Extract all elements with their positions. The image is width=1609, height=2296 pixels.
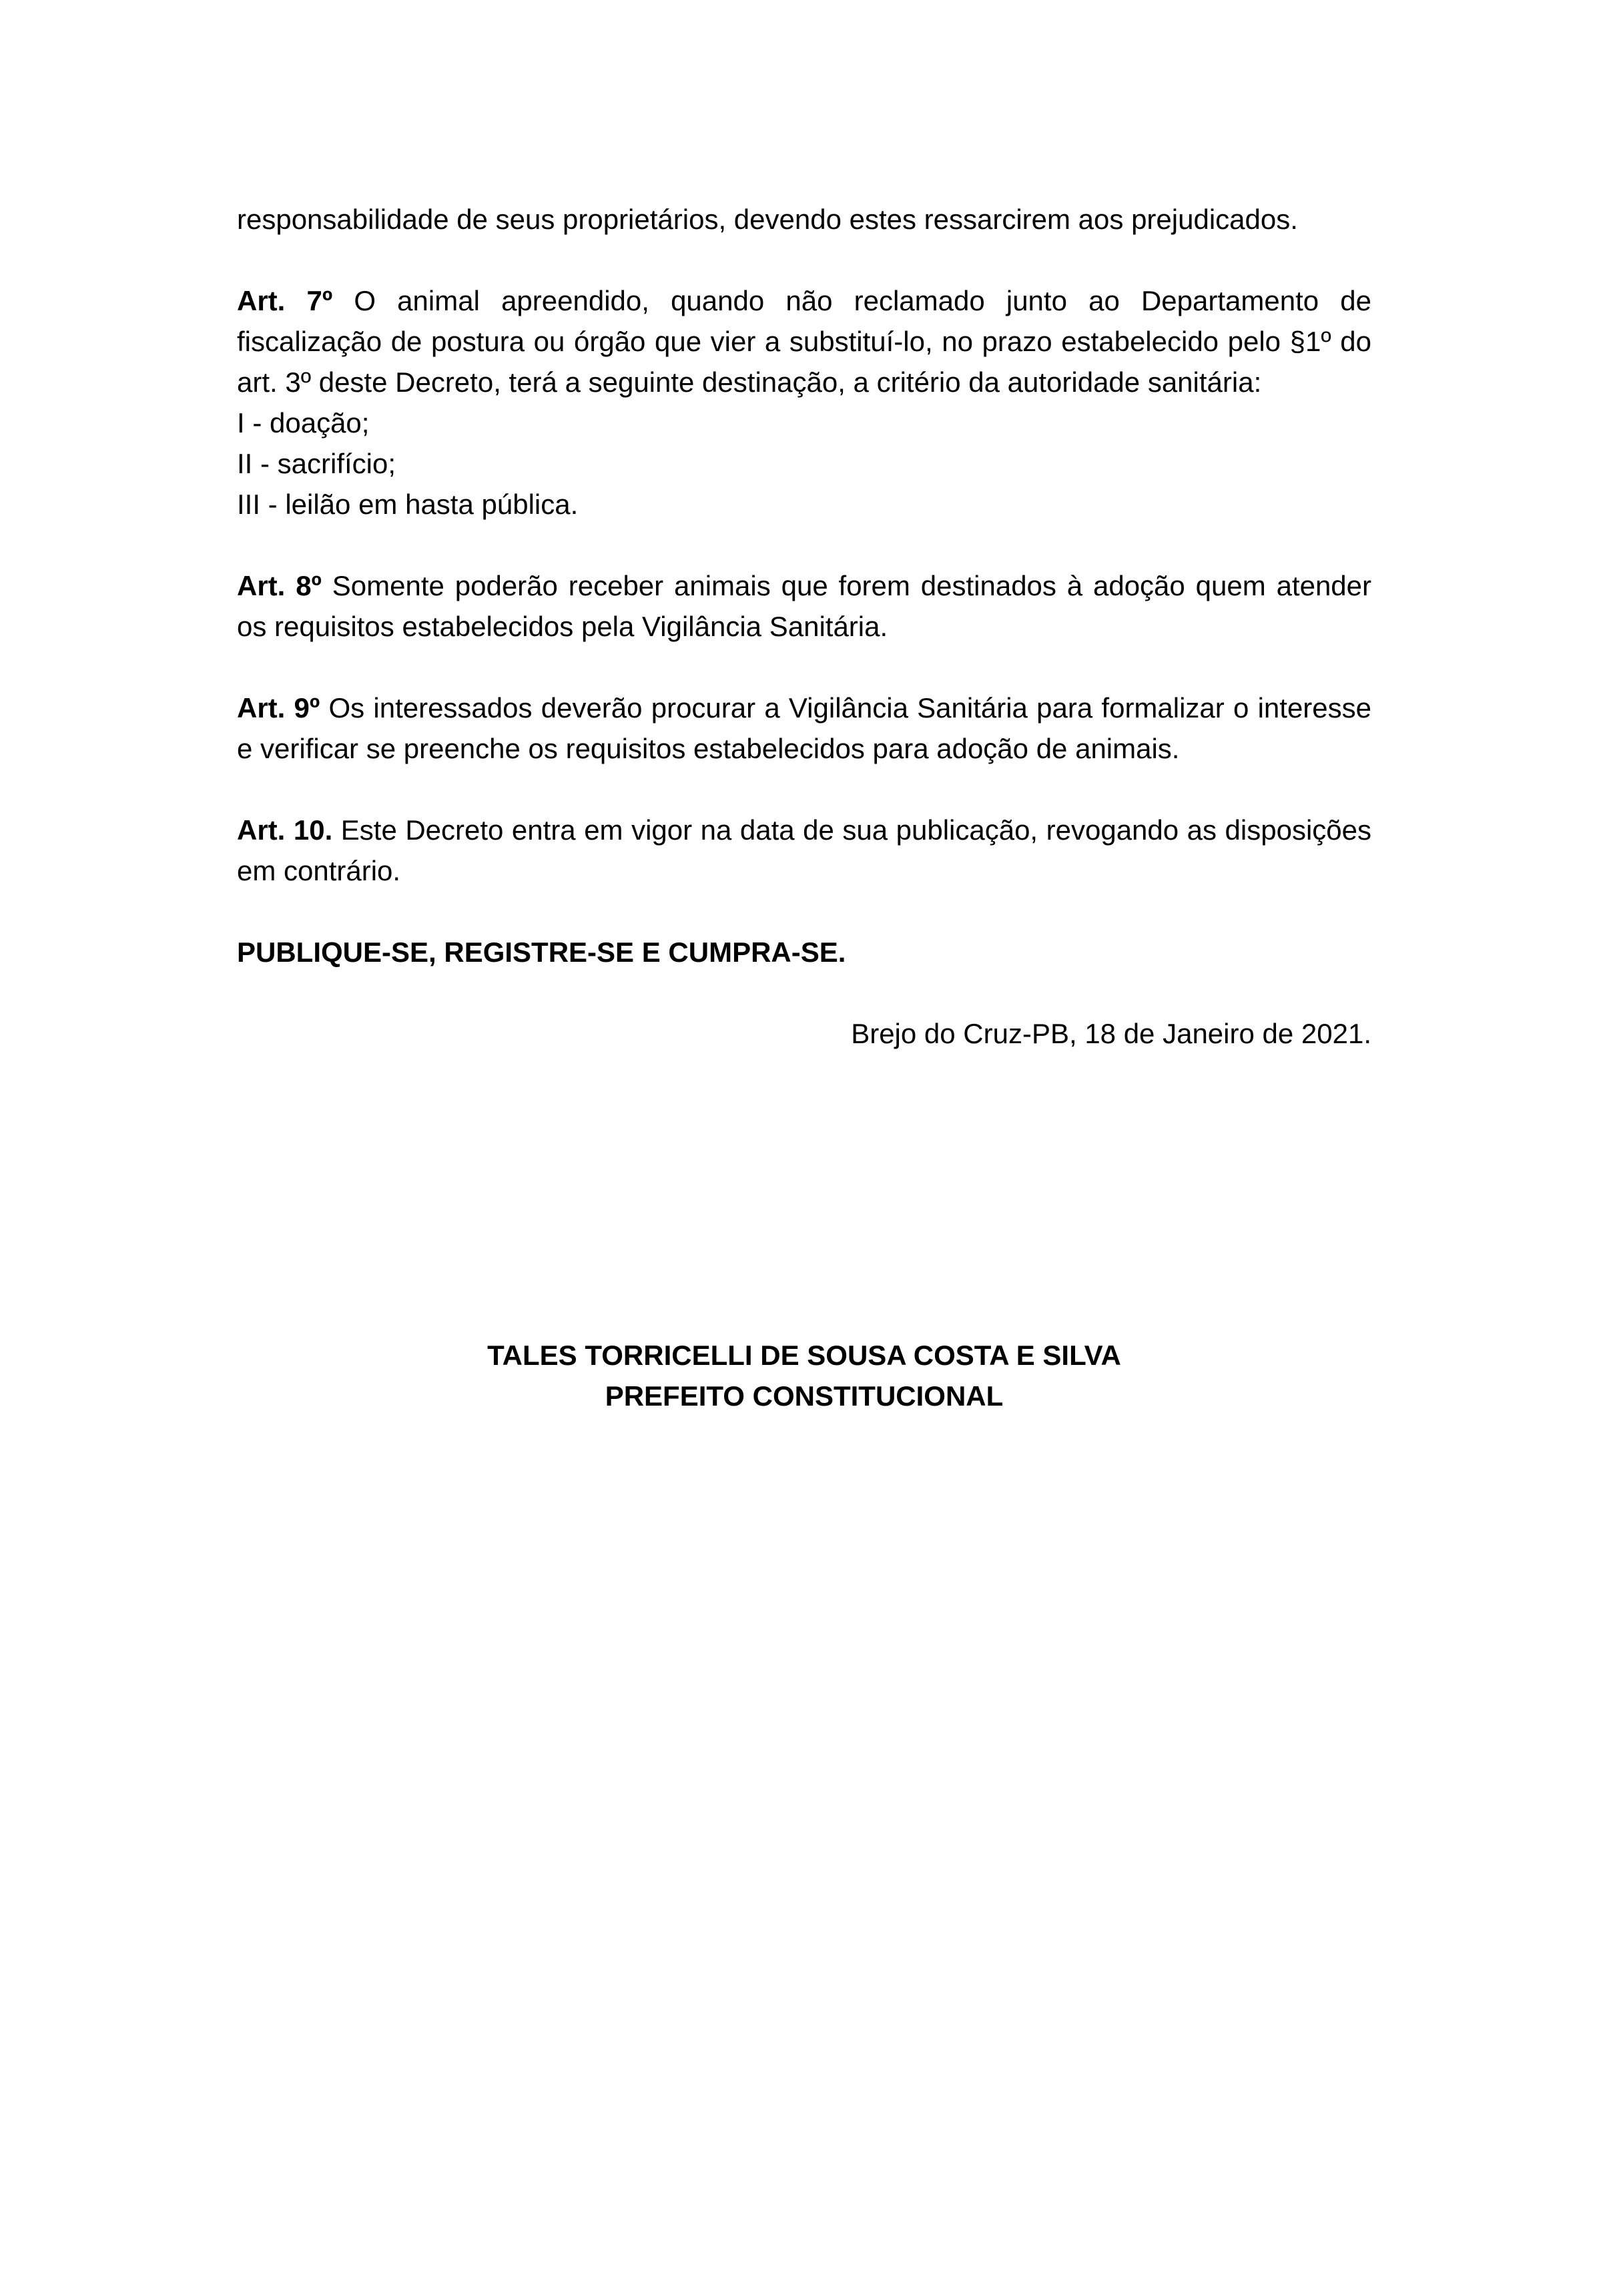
article-9-text: Os interessados deverão procurar a Vigilância Sanitária para formalizar o interesse e verificar se preenche os requisitos estabelecidos para adoção de animais.: [237, 692, 1371, 764]
signatory-name: TALES TORRICELLI DE SOUSA COSTA E SILVA: [487, 1340, 1121, 1371]
article-7: [237, 280, 1371, 525]
article-10-label: Art. 10.: [237, 814, 333, 846]
article-7-label: Art. 7º: [237, 285, 333, 316]
closing-statement: PUBLIQUE-SE, REGISTRE-SE E CUMPRA-SE.: [237, 936, 846, 968]
continuation-text: responsabilidade de seus proprietários, devendo estes ressarcirem aos prejudicados.: [237, 204, 1298, 235]
dateline: Brejo do Cruz-PB, 18 de Janeiro de 2021.: [851, 1018, 1371, 1049]
article-7-item-3: III - leilão em hasta pública.: [237, 489, 579, 520]
article-8-text: Somente poderão receber animais que forem destinados à adoção quem atender os requisitos estabelecidos pela Vigilância Sanitária.: [237, 570, 1372, 642]
article-7-text: O animal apreendido, quando não reclamado junto ao Departamento de fiscalização de postura ou órgão que vier a substituí-lo, no prazo estabelecido pelo §1º do art. 3º deste Decreto, terá a seguinte destinação, a critério da autoridade sanitária:: [237, 285, 1372, 398]
continuation-paragraph: [237, 199, 1371, 240]
article-9: [237, 687, 1371, 769]
document-body: [237, 199, 1371, 1054]
article-9-label: Art. 9º: [237, 692, 320, 724]
article-8-label: Art. 8º: [237, 570, 322, 601]
article-8: [237, 565, 1371, 647]
signatory-title: PREFEITO CONSTITUCIONAL: [605, 1380, 1004, 1412]
signature-block: [237, 1335, 1371, 1416]
article-10-text: Este Decreto entra em vigor na data de sua publicação, revogando as disposições em contrário.: [237, 814, 1371, 886]
article-7-item-1: I - doação;: [237, 407, 370, 439]
article-10: [237, 810, 1371, 891]
article-7-item-2: II - sacrifício;: [237, 448, 396, 479]
